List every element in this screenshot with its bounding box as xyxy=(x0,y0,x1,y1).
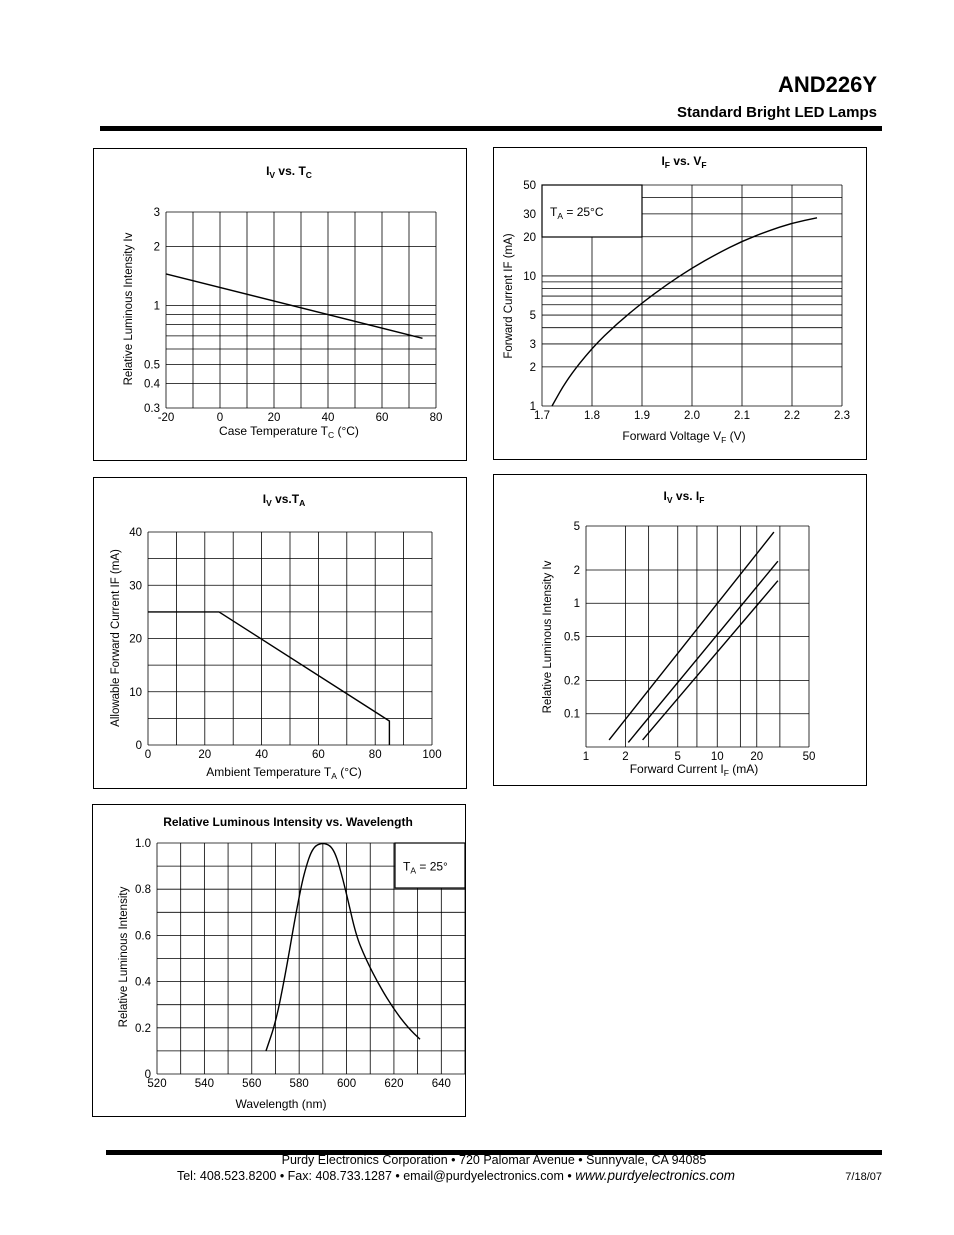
y-axis-label: Relative Luminous Intensity Iv xyxy=(123,232,135,386)
x-tick-label: 40 xyxy=(255,749,268,761)
annotation-main: T xyxy=(550,205,558,219)
footer-contact-text: Tel: 408.523.8200 • Fax: 408.733.1287 • email@purdyelectronics.com • xyxy=(176,1169,576,1183)
series-line-curve-2 xyxy=(628,561,778,742)
x-tick-label: 2.1 xyxy=(734,410,750,422)
title-sub2: A xyxy=(299,498,306,508)
x-tick-label: 620 xyxy=(384,1078,404,1090)
y-axis-label: Forward Current IF (mA) xyxy=(503,233,515,359)
y-tick-label: 0.5 xyxy=(144,359,160,372)
part-number: AND226Y xyxy=(777,72,877,97)
title-mid: vs. V xyxy=(669,154,702,168)
x-tick-label: 50 xyxy=(802,751,816,763)
footer-contact xyxy=(106,1168,806,1183)
x-tick-label: 20 xyxy=(267,412,281,424)
chart-panel-iv-vs-tc xyxy=(93,148,467,461)
x-tick-label: 100 xyxy=(422,749,442,761)
y-tick-label: 30 xyxy=(523,208,536,221)
y-tick-label: 1 xyxy=(153,300,160,313)
y-axis-label: Relative Luminous Intensity Iv xyxy=(542,560,554,714)
y-tick-label: 5 xyxy=(529,310,536,323)
chart-panel-iv-vs-if xyxy=(493,474,867,786)
x-tick-label: 80 xyxy=(429,412,443,424)
y-tick-label: 0.6 xyxy=(135,930,151,943)
chart-iv-vs-tc xyxy=(94,149,468,462)
y-tick-label: 20 xyxy=(129,633,142,646)
document-subtitle: Standard Bright LED Lamps xyxy=(676,104,877,121)
y-tick-label: 2 xyxy=(573,564,580,577)
series-line-if-max xyxy=(148,612,389,745)
annotation-tail: = 25° xyxy=(416,859,448,874)
x-tick-label: 2.2 xyxy=(784,410,800,422)
x-tick-label: 1 xyxy=(582,751,590,763)
footer-date: 7/18/07 xyxy=(845,1171,882,1183)
title-sub: V xyxy=(266,498,272,508)
title-mid: vs.T xyxy=(271,492,300,506)
chart-title xyxy=(266,164,312,180)
x-tick-label: 40 xyxy=(321,412,335,424)
series-line-curve-3 xyxy=(643,581,778,740)
grid xyxy=(586,526,809,747)
y-tick-label: 2 xyxy=(153,241,160,254)
x-tick-label: 540 xyxy=(194,1078,214,1090)
annotation-main: T xyxy=(403,859,411,874)
annotation-sub: A xyxy=(557,211,564,221)
chart-iv-vs-if xyxy=(494,475,868,787)
grid xyxy=(166,212,436,408)
title-main: I xyxy=(663,489,667,503)
y-axis-label: Allowable Forward Current IF (mA) xyxy=(110,549,122,727)
x-tick-label: 640 xyxy=(431,1078,451,1090)
x-tick-label: 60 xyxy=(375,412,389,424)
x-label-main: Forward Voltage V xyxy=(622,429,722,443)
y-tick-label: 10 xyxy=(523,270,536,283)
annotation-text xyxy=(403,860,448,876)
x-tick-label: 60 xyxy=(312,749,325,761)
title-sub: V xyxy=(666,495,673,505)
y-tick-label: 0 xyxy=(144,1069,151,1081)
x-tick-label: 0 xyxy=(144,749,152,761)
x-tick-label: 10 xyxy=(710,751,724,763)
y-tick-label: 0.2 xyxy=(135,1022,151,1035)
x-label-tail: (°C) xyxy=(336,765,362,779)
x-axis-label xyxy=(630,762,759,778)
y-tick-label: 50 xyxy=(523,180,536,192)
series-line-curve-1 xyxy=(609,532,774,740)
y-tick-label: 3 xyxy=(153,207,160,219)
x-tick-label: -20 xyxy=(157,412,175,424)
y-tick-label: 0 xyxy=(135,740,142,752)
x-tick-label: 600 xyxy=(336,1078,357,1090)
series-line-iv xyxy=(166,274,423,338)
x-tick-label: 5 xyxy=(674,751,681,763)
x-tick-label: 80 xyxy=(368,749,382,761)
y-tick-label: 0.2 xyxy=(564,675,580,688)
y-tick-label: 1 xyxy=(529,401,536,413)
y-tick-label: 2 xyxy=(529,361,536,374)
x-tick-label: 2.0 xyxy=(684,410,700,422)
chart-title xyxy=(263,492,306,508)
grid xyxy=(148,532,432,745)
chart-iv-vs-wavelength xyxy=(93,805,467,1118)
x-tick-label: 580 xyxy=(289,1078,309,1090)
y-tick-label: 0.5 xyxy=(564,631,580,644)
title-mid: vs. T xyxy=(275,164,306,178)
x-label-tail: (V) xyxy=(726,429,746,443)
y-tick-label: 0.4 xyxy=(135,976,151,989)
x-label-main: Ambient Temperature T xyxy=(206,765,332,779)
title-sub2: F xyxy=(701,160,707,170)
y-tick-label: 3 xyxy=(529,338,536,351)
y-tick-label: 0.3 xyxy=(144,403,160,415)
y-axis-label: Relative Luminous Intensity xyxy=(118,886,130,1028)
title-main: I xyxy=(262,492,267,506)
title-sub: V xyxy=(269,170,276,180)
annotation-sub: A xyxy=(410,865,417,876)
chart-title: Relative Luminous Intensity vs. Wavelength xyxy=(163,815,413,829)
chart-if-vs-vf xyxy=(494,148,868,461)
x-tick-label: 20 xyxy=(750,751,764,763)
x-label-tail: (mA) xyxy=(728,762,759,776)
top-rule xyxy=(100,126,882,131)
y-tick-label: 40 xyxy=(129,527,142,539)
y-tick-label: 1.0 xyxy=(135,838,151,850)
x-tick-label: 0 xyxy=(216,412,224,424)
x-axis-label: Wavelength (nm) xyxy=(235,1097,327,1111)
title-mid: vs. I xyxy=(672,489,700,503)
x-label-main: Forward Current I xyxy=(629,762,724,776)
x-label-main: Case Temperature T xyxy=(219,424,329,438)
y-tick-label: 0.8 xyxy=(135,884,151,897)
x-tick-label: 1.7 xyxy=(534,410,550,422)
x-label-sub: C xyxy=(328,430,335,440)
x-tick-label: 1.9 xyxy=(634,410,650,422)
x-tick-label: 2.3 xyxy=(834,410,850,422)
x-label-sub: F xyxy=(723,768,729,778)
chart-panel-iv-vs-wavelength xyxy=(92,804,466,1117)
chart-if-vs-ta xyxy=(94,478,468,790)
y-tick-label: 30 xyxy=(129,580,142,593)
y-tick-label: 0.1 xyxy=(564,708,580,721)
y-tick-label: 5 xyxy=(573,521,580,533)
chart-panel-if-vs-ta xyxy=(93,477,467,789)
chart-title xyxy=(661,154,706,170)
title-sub2: F xyxy=(699,495,705,505)
footer-address: Purdy Electronics Corporation • 720 Palomar Avenue • Sunnyvale, CA 94085 xyxy=(281,1153,707,1167)
x-tick-label: 1.8 xyxy=(584,410,600,422)
x-axis-label xyxy=(206,765,361,781)
x-label-tail: (°C) xyxy=(334,424,359,438)
title-main: I xyxy=(661,154,665,168)
title-sub2: C xyxy=(305,170,312,180)
x-label-sub: A xyxy=(331,771,337,781)
title-main: I xyxy=(266,164,270,178)
x-label-sub: F xyxy=(721,435,727,445)
x-axis-label xyxy=(622,429,745,445)
y-tick-label: 20 xyxy=(523,231,536,244)
x-tick-label: 20 xyxy=(198,749,212,761)
y-tick-label: 1 xyxy=(573,598,580,611)
y-tick-label: 10 xyxy=(129,686,142,699)
title-sub: F xyxy=(664,160,670,170)
x-tick-label: 560 xyxy=(242,1078,262,1090)
footer-website-link[interactable]: www.purdyelectronics.com xyxy=(575,1168,736,1183)
chart-title xyxy=(664,489,705,505)
annotation-tail: = 25°C xyxy=(563,205,604,219)
x-tick-label: 2 xyxy=(622,751,629,763)
x-tick-label: 520 xyxy=(147,1078,167,1090)
y-tick-label: 0.4 xyxy=(144,378,160,391)
x-axis-label xyxy=(219,424,359,440)
chart-panel-if-vs-vf xyxy=(493,147,867,460)
